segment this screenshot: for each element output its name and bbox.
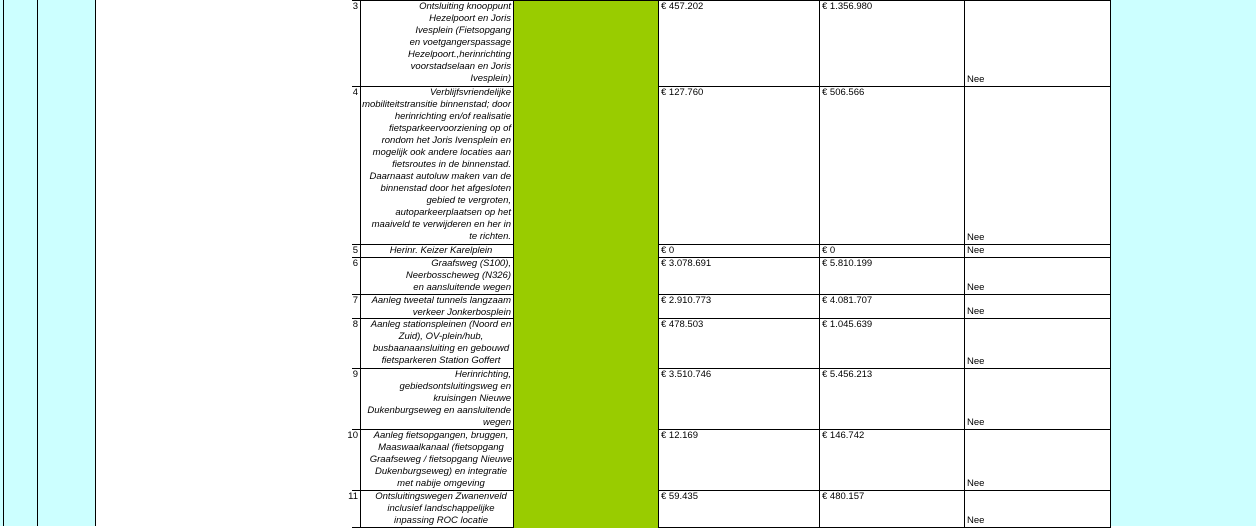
row-number: 5 [352, 245, 358, 256]
amount-1-cell [658, 491, 819, 528]
amount-1-value: € 478.503 [661, 319, 704, 330]
answer-cell [964, 295, 1111, 319]
amount-1-value: € 2.910.773 [661, 295, 712, 306]
answer-value: Nee [967, 306, 985, 317]
amount-2-cell [819, 491, 964, 528]
amount-1-cell [658, 430, 819, 491]
description-cell [360, 0, 513, 87]
amount-1-cell [658, 245, 819, 258]
row-number-cell [352, 0, 360, 87]
amount-1-cell [658, 319, 819, 369]
description-cell [360, 245, 513, 258]
answer-value: Nee [967, 74, 985, 85]
description-text: Graafsweg (S100), Neerbosscheweg (N326) en aansluitende wegen [405, 258, 511, 293]
answer-value: Nee [967, 356, 985, 367]
description-text: Verblijfsvriendelijke mobiliteitstransitie binnenstad; door herinrichting en/of realisatie fietsparkeervoorziening op of rondom het Joris Ivensplein en mogelijk ook andere locaties aan fietsroutes in de binnenstad. Daarnaast autoluw maken van de binnenstad door het afgesloten gebied te vergroten, autoparkeerplaatsen op het maaiveld te verwijderen en her in te richten. [362, 87, 511, 242]
amount-2-value: € 146.742 [822, 430, 865, 441]
amount-1-cell [658, 295, 819, 319]
amount-1-value: € 3.078.691 [661, 258, 712, 269]
table-row [0, 491, 1256, 528]
table-row [0, 295, 1256, 319]
amount-1-value: € 127.760 [661, 87, 704, 98]
description-text: Ontsluitingswegen Zwanenveld inclusief landschappelijke inpassing ROC locatie [375, 491, 507, 526]
description-text: Herinrichting, gebiedsontsluitingsweg en kruisingen Nieuwe Dukenburgseweg en aansluitende wegen [367, 369, 511, 428]
row-number-cell [352, 245, 360, 258]
amount-2-value: € 5.810.199 [822, 258, 873, 269]
answer-cell [964, 430, 1111, 491]
amount-1-cell [658, 87, 819, 245]
description-text: Ontsluiting knooppunt Hezelpoort en Joris Ivesplein (Fietsopgang en voetgangerspassage Hezelpoort.,herinrichting voorstadselaan en Joris Ivesplein) [408, 1, 511, 84]
amount-2-cell [819, 0, 964, 87]
status-fill-cell [513, 369, 658, 430]
answer-value: Nee [967, 245, 985, 256]
row-number: 11 [348, 491, 358, 502]
answer-value: Nee [967, 417, 985, 428]
amount-1-value: € 0 [661, 245, 675, 256]
amount-2-cell [819, 258, 964, 295]
answer-cell [964, 0, 1111, 87]
amount-1-cell [658, 258, 819, 295]
amount-2-value: € 480.157 [822, 491, 865, 502]
status-fill-cell [513, 430, 658, 491]
amount-2-value: € 4.081.707 [822, 295, 873, 306]
amount-1-value: € 457.202 [661, 1, 704, 12]
row-number: 10 [347, 430, 358, 441]
description-text: Aanleg fietsopgangen, bruggen, Maaswaalkanaal (fietsopgang Graafseweg / fietsopgang Nieuwe Dukenburgseweg) en integratie met nabije omgeving [369, 430, 513, 489]
answer-value: Nee [967, 282, 985, 293]
status-fill-cell [513, 295, 658, 319]
answer-cell [964, 319, 1111, 369]
status-fill-cell [513, 491, 658, 528]
table-row [0, 369, 1256, 430]
amount-1-value: € 12.169 [661, 430, 698, 441]
amount-1-value: € 3.510.746 [661, 369, 712, 380]
amount-2-value: € 0 [822, 245, 836, 256]
status-fill-cell [513, 87, 658, 245]
description-cell [360, 295, 513, 319]
amount-1-value: € 59.435 [661, 491, 698, 502]
row-number-cell [347, 430, 360, 491]
amount-2-value: € 1.356.980 [822, 1, 873, 12]
amount-1-cell [658, 369, 819, 430]
row-number: 9 [352, 369, 358, 380]
amount-2-cell [819, 430, 964, 491]
amount-2-cell [819, 319, 964, 369]
description-text: Aanleg stationspleinen (Noord en Zuid), OV-plein/hub, busbaanaansluiting en gebouwd fietsparkeren Station Goffert [370, 319, 512, 366]
table-row [0, 87, 1256, 245]
row-number: 4 [352, 87, 358, 98]
row-number-cell [348, 491, 360, 528]
row-number: 8 [352, 319, 358, 330]
amount-1-cell [658, 0, 819, 87]
answer-cell [964, 258, 1111, 295]
description-cell [360, 319, 513, 369]
description-text: Aanleg tweetal tunnels langzaam verkeer Jonkerbosplein [371, 295, 511, 318]
description-cell [360, 369, 513, 430]
amount-2-cell [819, 245, 964, 258]
row-number-cell [352, 258, 360, 295]
description-cell [360, 430, 513, 491]
answer-cell [964, 87, 1111, 245]
amount-2-value: € 5.456.213 [822, 369, 873, 380]
amount-2-value: € 1.045.639 [822, 319, 873, 330]
status-fill-cell [513, 245, 658, 258]
row-number-cell [352, 319, 360, 369]
description-text: Herinr. Keizer Karelplein [389, 245, 493, 256]
amount-2-cell [819, 295, 964, 319]
table-row [0, 430, 1256, 491]
answer-value: Nee [967, 232, 985, 243]
status-fill-cell [513, 319, 658, 369]
table-row [0, 258, 1256, 295]
table-row [0, 319, 1256, 369]
table-row [0, 245, 1256, 258]
answer-cell [964, 369, 1111, 430]
row-number-cell [352, 87, 360, 245]
row-number-cell [352, 369, 360, 430]
table-row [0, 0, 1256, 87]
answer-cell [964, 491, 1111, 528]
answer-value: Nee [967, 515, 985, 526]
status-fill-cell [513, 258, 658, 295]
answer-value: Nee [967, 478, 985, 489]
amount-2-cell [819, 369, 964, 430]
description-cell [360, 87, 513, 245]
row-number-cell [352, 295, 360, 319]
answer-cell [964, 245, 1111, 258]
status-fill-cell [513, 0, 658, 87]
amount-2-cell [819, 87, 964, 245]
description-cell [360, 258, 513, 295]
amount-2-value: € 506.566 [822, 87, 865, 98]
row-number: 3 [352, 1, 358, 12]
row-number: 6 [352, 258, 358, 269]
description-cell [360, 491, 513, 528]
row-number: 7 [352, 295, 358, 306]
